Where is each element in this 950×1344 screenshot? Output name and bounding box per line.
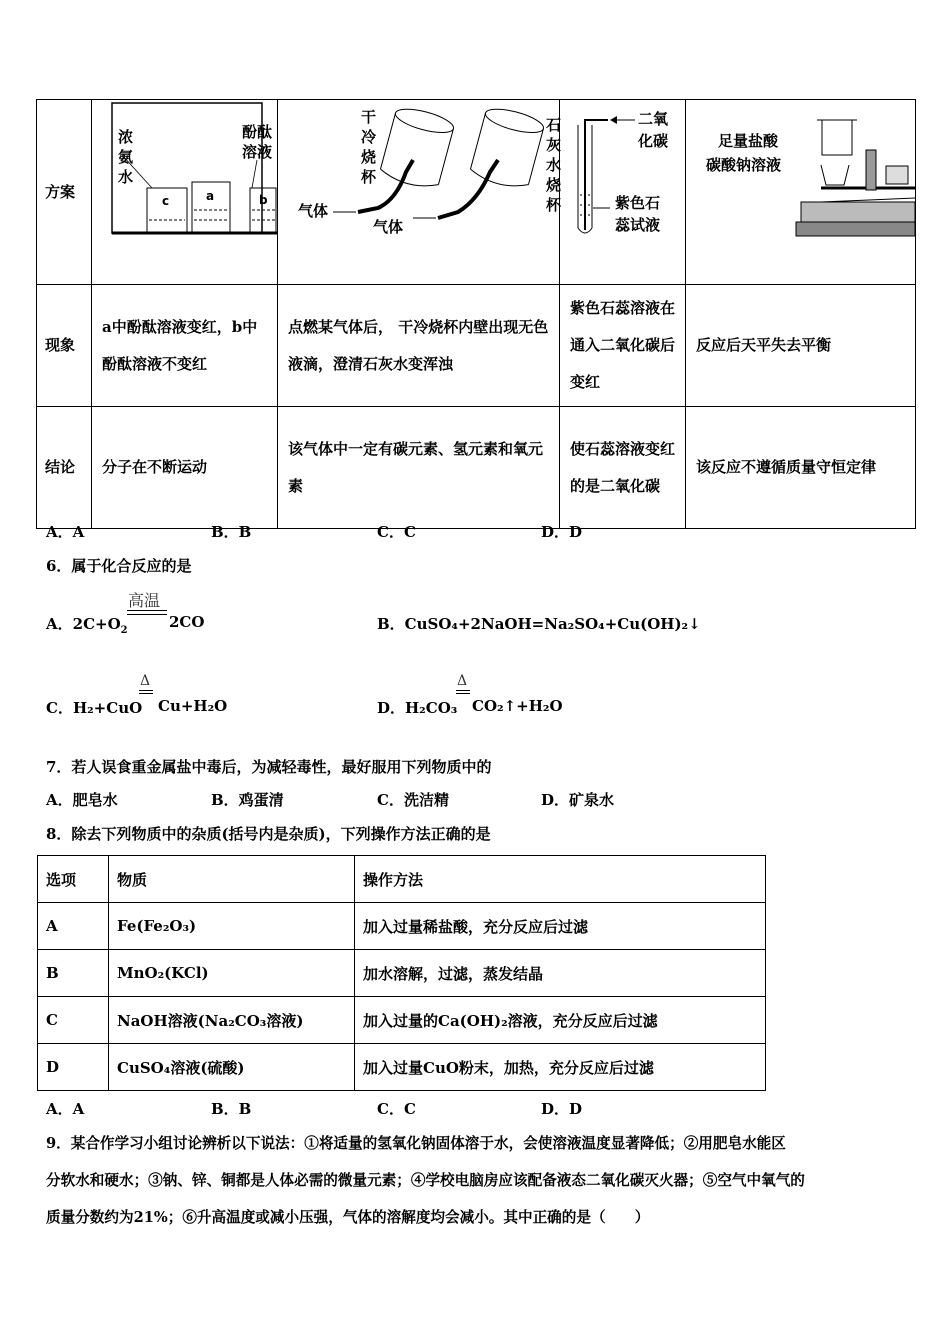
q6-a-left: A．2C+O — [46, 615, 121, 633]
svg-text:浓: 浓 — [118, 128, 134, 146]
q7-option-c[interactable]: C．洗洁精 — [377, 791, 449, 809]
q5-option-c[interactable]: C．C — [377, 523, 416, 541]
svg-text:水: 水 — [546, 156, 562, 174]
q6-a-product: 2CO — [169, 613, 205, 631]
q6-c-eq-line2 — [139, 693, 153, 694]
svg-text:a: a — [206, 189, 215, 203]
q6-option-b[interactable]: B．CuSO₄+2NaOH=Na₂SO₄+Cu(OH)₂↓ — [377, 615, 701, 633]
svg-text:碳酸钠溶液: 碳酸钠溶液 — [706, 156, 782, 174]
svg-text:二氧: 二氧 — [638, 110, 669, 128]
svg-text:气体: 气体 — [298, 202, 329, 220]
q8-table — [37, 855, 766, 1091]
svg-text:酚酞: 酚酞 — [242, 123, 273, 141]
q6-option-d[interactable]: D．H₂CO₃ — [377, 699, 458, 717]
q6-d-condition: Δ — [457, 673, 468, 689]
phenomenon-d: 反应后天平失去平衡 — [686, 285, 916, 407]
q8-stem: 8．除去下列物质中的杂质(括号内是杂质)，下列操作方法正确的是 — [46, 825, 491, 843]
svg-text:烧: 烧 — [546, 176, 562, 194]
svg-text:氨: 氨 — [118, 148, 134, 166]
q6-d-right: CO₂↑+H₂O — [472, 697, 563, 715]
q7-stem: 7．若人误食重金属盐中毒后，为减轻毒性，最好服用下列物质中的 — [46, 758, 492, 776]
q8-row-d-substance: CuSO₄溶液(硫酸) — [109, 1044, 355, 1091]
svg-text:石: 石 — [546, 116, 562, 134]
q8-header-option: 选项 — [38, 856, 109, 903]
q6-d-eq-line2 — [456, 693, 470, 694]
row-label-phenomenon: 现象 — [37, 285, 92, 407]
table-row — [38, 1044, 766, 1091]
q5-table — [36, 99, 916, 529]
svg-text:紫色石: 紫色石 — [615, 194, 661, 212]
svg-text:干: 干 — [361, 108, 377, 126]
q6-d-eq-line — [456, 690, 470, 691]
q6-option-a[interactable] — [46, 613, 128, 636]
q8-header-substance: 物质 — [109, 856, 355, 903]
q8-row-d-option: D — [38, 1044, 109, 1091]
scheme-d-cell — [686, 100, 916, 285]
q8-option-c[interactable]: C．C — [377, 1100, 416, 1118]
svg-text:杯: 杯 — [546, 196, 562, 214]
q8-row-d-method: 加入过量CuO粉末，加热，充分反应后过滤 — [355, 1044, 766, 1091]
q8-row-b-option: B — [38, 950, 109, 997]
q8-row-b-method: 加水溶解，过滤，蒸发结晶 — [355, 950, 766, 997]
svg-text:灰: 灰 — [546, 136, 562, 154]
svg-text:c: c — [162, 194, 170, 208]
q7-option-d[interactable]: D．矿泉水 — [541, 791, 615, 809]
phenomenon-c: 紫色石蕊溶液在通入二氧化碳后变红 — [560, 285, 686, 407]
svg-text:蕊试液: 蕊试液 — [615, 216, 661, 234]
q8-row-b-substance: MnO₂(KCl) — [109, 950, 355, 997]
q6-c-eq-line — [139, 690, 153, 691]
q9-line-1: 9．某合作学习小组讨论辨析以下说法：①将适量的氢氧化钠固体溶于水，会使溶液温度显著降低；②用肥皂水能区 — [46, 1135, 786, 1152]
q6-c-condition: Δ — [140, 673, 151, 689]
svg-text:气体: 气体 — [373, 218, 404, 236]
q6-a-eq-line — [127, 610, 167, 611]
litmus-co2-diagram — [560, 100, 685, 270]
phenomenon-b: 点燃某气体后， 干冷烧杯内壁出现无色液滴，澄清石灰水变浑浊 — [278, 285, 560, 407]
q6-option-c[interactable]: C．H₂+CuO — [46, 699, 143, 717]
svg-text:足量盐酸: 足量盐酸 — [718, 132, 779, 150]
q8-row-c-method: 加入过量的Ca(OH)₂溶液，充分反应后过滤 — [355, 997, 766, 1044]
scheme-a-cell — [92, 100, 278, 285]
q8-row-c-substance: NaOH溶液(Na₂CO₃溶液) — [109, 997, 355, 1044]
balance-reaction-diagram — [686, 100, 915, 270]
q8-header-method: 操作方法 — [355, 856, 766, 903]
conclusion-d: 该反应不遵循质量守恒定律 — [686, 407, 916, 529]
q6-a-sub: 2 — [120, 625, 128, 636]
q5-option-d[interactable]: D．D — [541, 523, 583, 541]
svg-text:冷: 冷 — [361, 128, 377, 146]
conclusion-a: 分子在不断运动 — [92, 407, 278, 529]
svg-text:水: 水 — [118, 168, 134, 186]
svg-text:化碳: 化碳 — [638, 132, 669, 150]
q8-option-b[interactable]: B．B — [211, 1100, 252, 1118]
svg-text:烧: 烧 — [361, 148, 377, 166]
row-label-conclusion: 结论 — [37, 407, 92, 529]
q8-option-d[interactable]: D．D — [541, 1100, 583, 1118]
table-row — [38, 997, 766, 1044]
conclusion-c: 使石蕊溶液变红的是二氧化碳 — [560, 407, 686, 529]
q5-option-b[interactable]: B．B — [211, 523, 252, 541]
q6-c-right: Cu+H₂O — [158, 697, 228, 715]
q7-option-b[interactable]: B．鸡蛋清 — [211, 791, 284, 809]
q8-row-a-substance: Fe(Fe₂O₃) — [109, 903, 355, 950]
svg-text:b: b — [259, 193, 268, 207]
q8-row-a-method: 加入过量稀盐酸，充分反应后过滤 — [355, 903, 766, 950]
row-label-scheme: 方案 — [37, 100, 92, 285]
svg-text:杯: 杯 — [361, 168, 377, 186]
q8-row-a-option: A — [38, 903, 109, 950]
scheme-b-cell — [278, 100, 560, 285]
q7-option-a[interactable]: A．肥皂水 — [46, 791, 118, 809]
q9-line-2: 分软水和硬水；③钠、锌、铜都是人体必需的微量元素；④学校电脑房应该配备液态二氧化碳灭火器；⑤空气中氧气的 — [46, 1172, 805, 1189]
q5-option-a[interactable]: A．A — [46, 523, 85, 541]
q6-a-eq-line2 — [127, 614, 167, 615]
q6-a-condition: 高温 — [128, 591, 161, 610]
gas-combustion-diagram — [278, 100, 562, 270]
table-row — [38, 903, 766, 950]
table-row — [38, 950, 766, 997]
phenomenon-a: a中酚酞溶液变红，b中酚酞溶液不变红 — [92, 285, 278, 407]
q8-row-c-option: C — [38, 997, 109, 1044]
q9-line-3: 质量分数约为21%；⑥升高温度或减小压强，气体的溶解度均会减小。其中正确的是（ ） — [46, 1209, 650, 1226]
scheme-c-cell — [560, 100, 686, 285]
conclusion-b: 该气体中一定有碳元素、氢元素和氧元素 — [278, 407, 560, 529]
q6-stem: 6．属于化合反应的是 — [46, 557, 192, 575]
svg-text:溶液: 溶液 — [242, 143, 273, 161]
q8-option-a[interactable]: A．A — [46, 1100, 85, 1118]
ammonia-diffusion-diagram — [92, 100, 277, 270]
